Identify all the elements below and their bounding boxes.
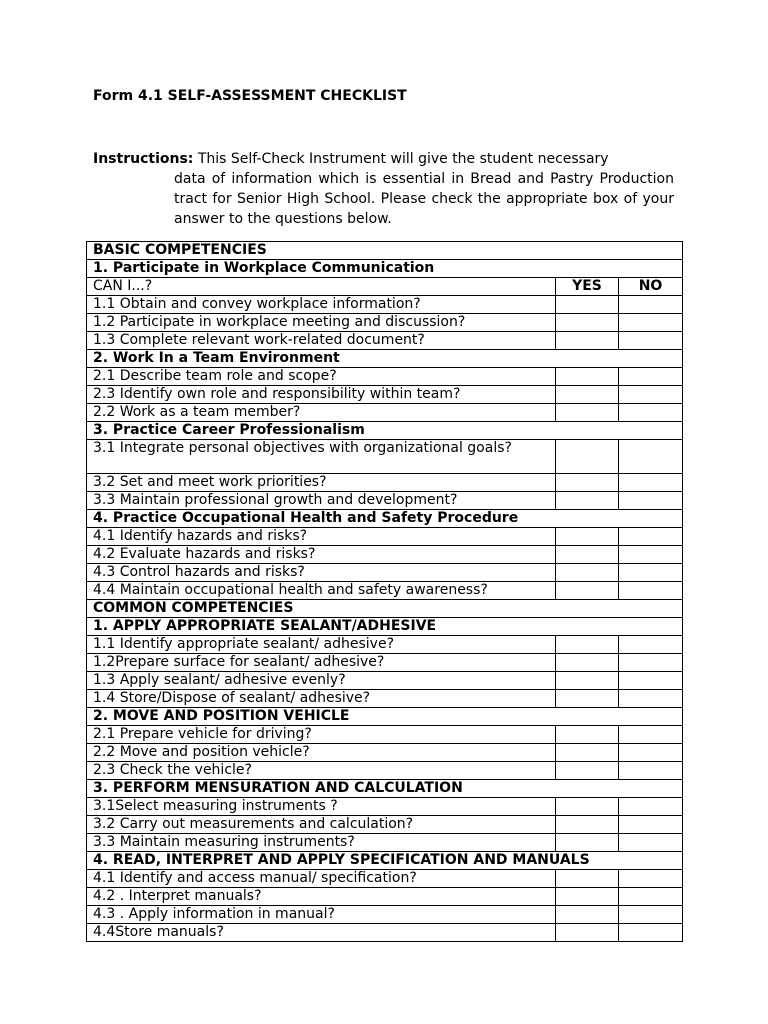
instructions-block (93, 149, 674, 229)
common-3-title: 3. PERFORM MENSURATION AND CALCULATION (87, 780, 683, 798)
yes-checkbox[interactable] (556, 314, 619, 332)
question-4-3: 4.3 Control hazards and risks? (87, 564, 556, 582)
yes-checkbox[interactable] (556, 386, 619, 404)
checklist-table (86, 241, 683, 942)
basic-2-title: 2. Work In a Team Environment (87, 350, 683, 368)
question-1-1: 1.1 Obtain and convey workplace information? (87, 296, 556, 314)
yes-checkbox[interactable] (556, 672, 619, 690)
yes-column-header: YES (556, 278, 619, 296)
question-3-3: 3.3 Maintain professional growth and development? (87, 492, 556, 510)
can-i-header: CAN I...? (87, 278, 556, 296)
yes-checkbox[interactable] (556, 296, 619, 314)
no-checkbox[interactable] (619, 332, 683, 350)
yes-checkbox[interactable] (556, 440, 619, 474)
table-row (87, 672, 683, 690)
table-row (87, 888, 683, 906)
table-row (87, 654, 683, 672)
question-1-3: 1.3 Complete relevant work-related document? (87, 332, 556, 350)
no-checkbox[interactable] (619, 546, 683, 564)
no-checkbox[interactable] (619, 368, 683, 386)
no-checkbox[interactable] (619, 834, 683, 852)
no-checkbox[interactable] (619, 870, 683, 888)
no-checkbox[interactable] (619, 816, 683, 834)
no-checkbox[interactable] (619, 672, 683, 690)
table-row (87, 368, 683, 386)
yes-checkbox[interactable] (556, 654, 619, 672)
instructions-first-line: This Self-Check Instrument will give the student necessary (197, 151, 609, 167)
question-4-1: 4.1 Identify hazards and risks? (87, 528, 556, 546)
yes-checkbox[interactable] (556, 870, 619, 888)
no-checkbox[interactable] (619, 404, 683, 422)
question-4-4: 4.4 Maintain occupational health and safety awareness? (87, 582, 556, 600)
no-checkbox[interactable] (619, 762, 683, 780)
table-row (87, 582, 683, 600)
question-4-2: 4.2 Evaluate hazards and risks? (87, 546, 556, 564)
table-row (87, 314, 683, 332)
table-row (87, 762, 683, 780)
yes-checkbox[interactable] (556, 404, 619, 422)
question-3-2: 3.2 Set and meet work priorities? (87, 474, 556, 492)
question-2-1: 2.1 Describe team role and scope? (87, 368, 556, 386)
section-header-row (87, 242, 683, 260)
no-checkbox[interactable] (619, 296, 683, 314)
table-row (87, 528, 683, 546)
yes-checkbox[interactable] (556, 636, 619, 654)
table-row (87, 924, 683, 942)
yes-checkbox[interactable] (556, 528, 619, 546)
section-title-row (87, 350, 683, 368)
section-title-row (87, 422, 683, 440)
question-c3-3: 3.3 Maintain measuring instruments? (87, 834, 556, 852)
table-row (87, 726, 683, 744)
no-checkbox[interactable] (619, 798, 683, 816)
question-c1-3: 1.3 Apply sealant/ adhesive evenly? (87, 672, 556, 690)
table-row (87, 332, 683, 350)
form-title: Form 4.1 SELF-ASSESSMENT CHECKLIST (93, 88, 407, 104)
no-checkbox[interactable] (619, 906, 683, 924)
yes-checkbox[interactable] (556, 744, 619, 762)
basic-competencies-header: BASIC COMPETENCIES (87, 242, 683, 260)
no-checkbox[interactable] (619, 386, 683, 404)
table-row (87, 564, 683, 582)
table-row (87, 386, 683, 404)
no-checkbox[interactable] (619, 744, 683, 762)
no-checkbox[interactable] (619, 582, 683, 600)
table-row (87, 834, 683, 852)
question-c3-1: 3.1Select measuring instruments ? (87, 798, 556, 816)
column-header-row (87, 278, 683, 296)
no-checkbox[interactable] (619, 924, 683, 942)
yes-checkbox[interactable] (556, 726, 619, 744)
question-c2-3: 2.3 Check the vehicle? (87, 762, 556, 780)
table-row (87, 440, 683, 474)
no-checkbox[interactable] (619, 492, 683, 510)
question-c1-2: 1.2Prepare surface for sealant/ adhesive? (87, 654, 556, 672)
question-c1-1: 1.1 Identify appropriate sealant/ adhesive? (87, 636, 556, 654)
yes-checkbox[interactable] (556, 762, 619, 780)
section-title-row (87, 852, 683, 870)
yes-checkbox[interactable] (556, 492, 619, 510)
question-c4-2: 4.2 . Interpret manuals? (87, 888, 556, 906)
section-title-row (87, 708, 683, 726)
instructions-continued: data of information which is essential in Bread and Pastry Production tract for Senior High School. Please check the appropriate box of your answer to the questions below. (174, 171, 674, 227)
section-title-row (87, 780, 683, 798)
no-checkbox[interactable] (619, 726, 683, 744)
common-4-title: 4. READ, INTERPRET AND APPLY SPECIFICATION AND MANUALS (87, 852, 683, 870)
no-checkbox[interactable] (619, 314, 683, 332)
table-row (87, 906, 683, 924)
yes-checkbox[interactable] (556, 582, 619, 600)
question-c4-4: 4.4Store manuals? (87, 924, 556, 942)
question-1-2: 1.2 Participate in workplace meeting and discussion? (87, 314, 556, 332)
yes-checkbox[interactable] (556, 924, 619, 942)
table-row (87, 798, 683, 816)
instructions-label: Instructions: (93, 151, 194, 167)
yes-checkbox[interactable] (556, 690, 619, 708)
no-column-header: NO (619, 278, 683, 296)
no-checkbox[interactable] (619, 474, 683, 492)
yes-checkbox[interactable] (556, 332, 619, 350)
yes-checkbox[interactable] (556, 368, 619, 386)
no-checkbox[interactable] (619, 888, 683, 906)
no-checkbox[interactable] (619, 440, 683, 474)
question-c4-1: 4.1 Identify and access manual/ specification? (87, 870, 556, 888)
table-row (87, 296, 683, 314)
question-c1-4: 1.4 Store/Dispose of sealant/ adhesive? (87, 690, 556, 708)
table-row (87, 744, 683, 762)
table-row (87, 474, 683, 492)
yes-checkbox[interactable] (556, 906, 619, 924)
basic-1-title: 1. Participate in Workplace Communication (87, 260, 683, 278)
section-title-row (87, 510, 683, 528)
table-row (87, 404, 683, 422)
yes-checkbox[interactable] (556, 564, 619, 582)
table-row (87, 690, 683, 708)
no-checkbox[interactable] (619, 528, 683, 546)
yes-checkbox[interactable] (556, 816, 619, 834)
table-row (87, 546, 683, 564)
yes-checkbox[interactable] (556, 834, 619, 852)
table-row (87, 816, 683, 834)
question-3-1: 3.1 Integrate personal objectives with organizational goals? (87, 440, 556, 474)
table-row (87, 870, 683, 888)
no-checkbox[interactable] (619, 690, 683, 708)
yes-checkbox[interactable] (556, 798, 619, 816)
no-checkbox[interactable] (619, 654, 683, 672)
section-header-row (87, 600, 683, 618)
common-2-title: 2. MOVE AND POSITION VEHICLE (87, 708, 683, 726)
common-competencies-header: COMMON COMPETENCIES (87, 600, 683, 618)
table-row (87, 636, 683, 654)
table-row (87, 492, 683, 510)
question-c2-1: 2.1 Prepare vehicle for driving? (87, 726, 556, 744)
question-2-3: 2.3 Identify own role and responsibility within team? (87, 386, 556, 404)
section-title-row (87, 618, 683, 636)
yes-checkbox[interactable] (556, 888, 619, 906)
basic-3-title: 3. Practice Career Professionalism (87, 422, 683, 440)
question-c2-2: 2.2 Move and position vehicle? (87, 744, 556, 762)
question-c3-2: 3.2 Carry out measurements and calculation? (87, 816, 556, 834)
section-title-row (87, 260, 683, 278)
common-1-title: 1. APPLY APPROPRIATE SEALANT/ADHESIVE (87, 618, 683, 636)
no-checkbox[interactable] (619, 564, 683, 582)
yes-checkbox[interactable] (556, 474, 619, 492)
yes-checkbox[interactable] (556, 546, 619, 564)
question-c4-3: 4.3 . Apply information in manual? (87, 906, 556, 924)
question-2-2: 2.2 Work as a team member? (87, 404, 556, 422)
basic-4-title: 4. Practice Occupational Health and Safety Procedure (87, 510, 683, 528)
no-checkbox[interactable] (619, 636, 683, 654)
